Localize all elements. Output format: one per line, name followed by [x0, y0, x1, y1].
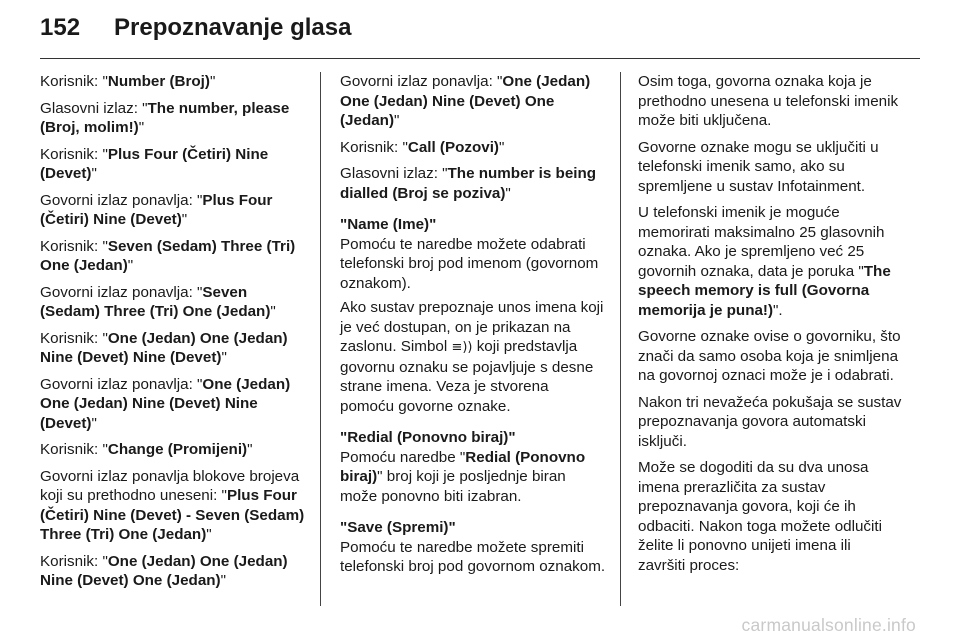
page-number: 152: [40, 14, 81, 41]
paragraph: U telefonski imenik je moguće memorirati maksimalno 25 glasovnih oznaka. Ako je spremljeno već 25 govornih oznaka, data je poruka "The speech memory is full (Govorna memorija je puna!)".: [638, 204, 891, 319]
dialog-line: Govorni izlaz ponavlja: "One (Jedan) One (Jedan) Nine (Devet) Nine (Devet)": [40, 375, 291, 432]
dialog-line: Korisnik: "One (Jedan) One (Jedan) Nine (Devet) Nine (Devet)": [40, 329, 288, 366]
paragraph: Može se dogoditi da su dva unosa imena prerazličita za sustav prepoznavanja govora, koji će ih odbaciti. Nakon toga možete odlučiti želite li ponovno unijeti imena ili završiti proces:: [638, 459, 882, 574]
watermark: carmanualsonline.info: [741, 615, 916, 635]
column-3: [638, 72, 902, 582]
paragraph: Nakon tri nevažeća pokušaja se sustav prepoznavanja govora automatski isključi.: [638, 393, 902, 450]
voice-tag-icon: ≡)): [451, 340, 473, 355]
paragraph: Govorne oznake mogu se uključiti u telefonski imenik samo, ako su spremljene u sustav Infotainment.: [638, 138, 879, 195]
paragraph: Govorne oznake ovise o govorniku, što znači da samo osoba koja je snimljena na govornoj oznaci može je i odabrati.: [638, 328, 901, 384]
section-name: [340, 215, 606, 416]
dialog-line: Glasovni izlaz: "The number is being dialled (Broj se poziva)": [340, 165, 597, 202]
column-divider: [320, 72, 321, 606]
section-heading: "Save (Spremi)": [340, 519, 456, 536]
dialog-line: Korisnik: "Call (Pozovi)": [340, 138, 505, 156]
section-heading: "Name (Ime)": [340, 216, 437, 233]
dialog-line: Govorni izlaz ponavlja: "One (Jedan) One (Jedan) Nine (Devet) One (Jedan)": [340, 73, 591, 129]
dialog-line: Govorni izlaz ponavlja: "Seven (Sedam) Three (Tri) One (Jedan)": [40, 283, 276, 320]
section-text: Ako sustav prepoznaje unos imena koji je već dostupan, on je prikazan na zaslonu. Simbol ≡)) koji predstavlja govornu oznaku se pojavljuje s desne strane imena. Veza je stvorena pomoću govorne oznake.: [340, 299, 604, 415]
column-divider: [620, 72, 621, 606]
header-rule: [40, 58, 920, 59]
dialog-line: Korisnik: "One (Jedan) One (Jedan) Nine (Devet) One (Jedan)": [40, 552, 288, 589]
section-heading: "Redial (Ponovno biraj)": [340, 429, 516, 446]
page-header: [40, 14, 351, 48]
section-text: Pomoću te naredbe možete odabrati telefonski broj pod imenom (govornom oznakom).: [340, 235, 599, 292]
dialog-line: Korisnik: "Change (Promijeni)": [40, 441, 253, 458]
paragraph: Osim toga, govorna oznaka koja je prethodno unesena u telefonski imenik može biti uključena.: [638, 73, 899, 129]
column-2: [340, 72, 606, 584]
section-redial: "Redial (Ponovno biraj)" Pomoću naredbe "Redial (Ponovno biraj)" broj koji je posljednje biran može ponovno biti izabran.: [340, 428, 606, 506]
dialog-line: Govorni izlaz ponavlja: "Plus Four (Četiri) Nine (Devet)": [40, 191, 273, 228]
page-title: Prepoznavanje glasa: [114, 14, 352, 41]
dialog-line: Govorni izlaz ponavlja blokove brojeva koji su prethodno uneseni: "Plus Four (Četiri) Nine (Devet) - Seven (Sedam) Three (Tri) One (Jedan)": [40, 467, 305, 543]
column-1: [40, 72, 308, 598]
dialog-line: Korisnik: "Plus Four (Četiri) Nine (Devet)": [40, 145, 269, 182]
dialog-line: Glasovni izlaz: "The number, please (Broj, molim!)": [40, 99, 290, 136]
section-save: [340, 518, 606, 577]
section-text: Pomoću te naredbe možete spremiti telefonski broj pod govornom oznakom.: [340, 538, 606, 575]
dialog-line: Korisnik: "Number (Broj)": [40, 73, 216, 90]
dialog-line: Korisnik: "Seven (Sedam) Three (Tri) One (Jedan)": [40, 237, 296, 274]
